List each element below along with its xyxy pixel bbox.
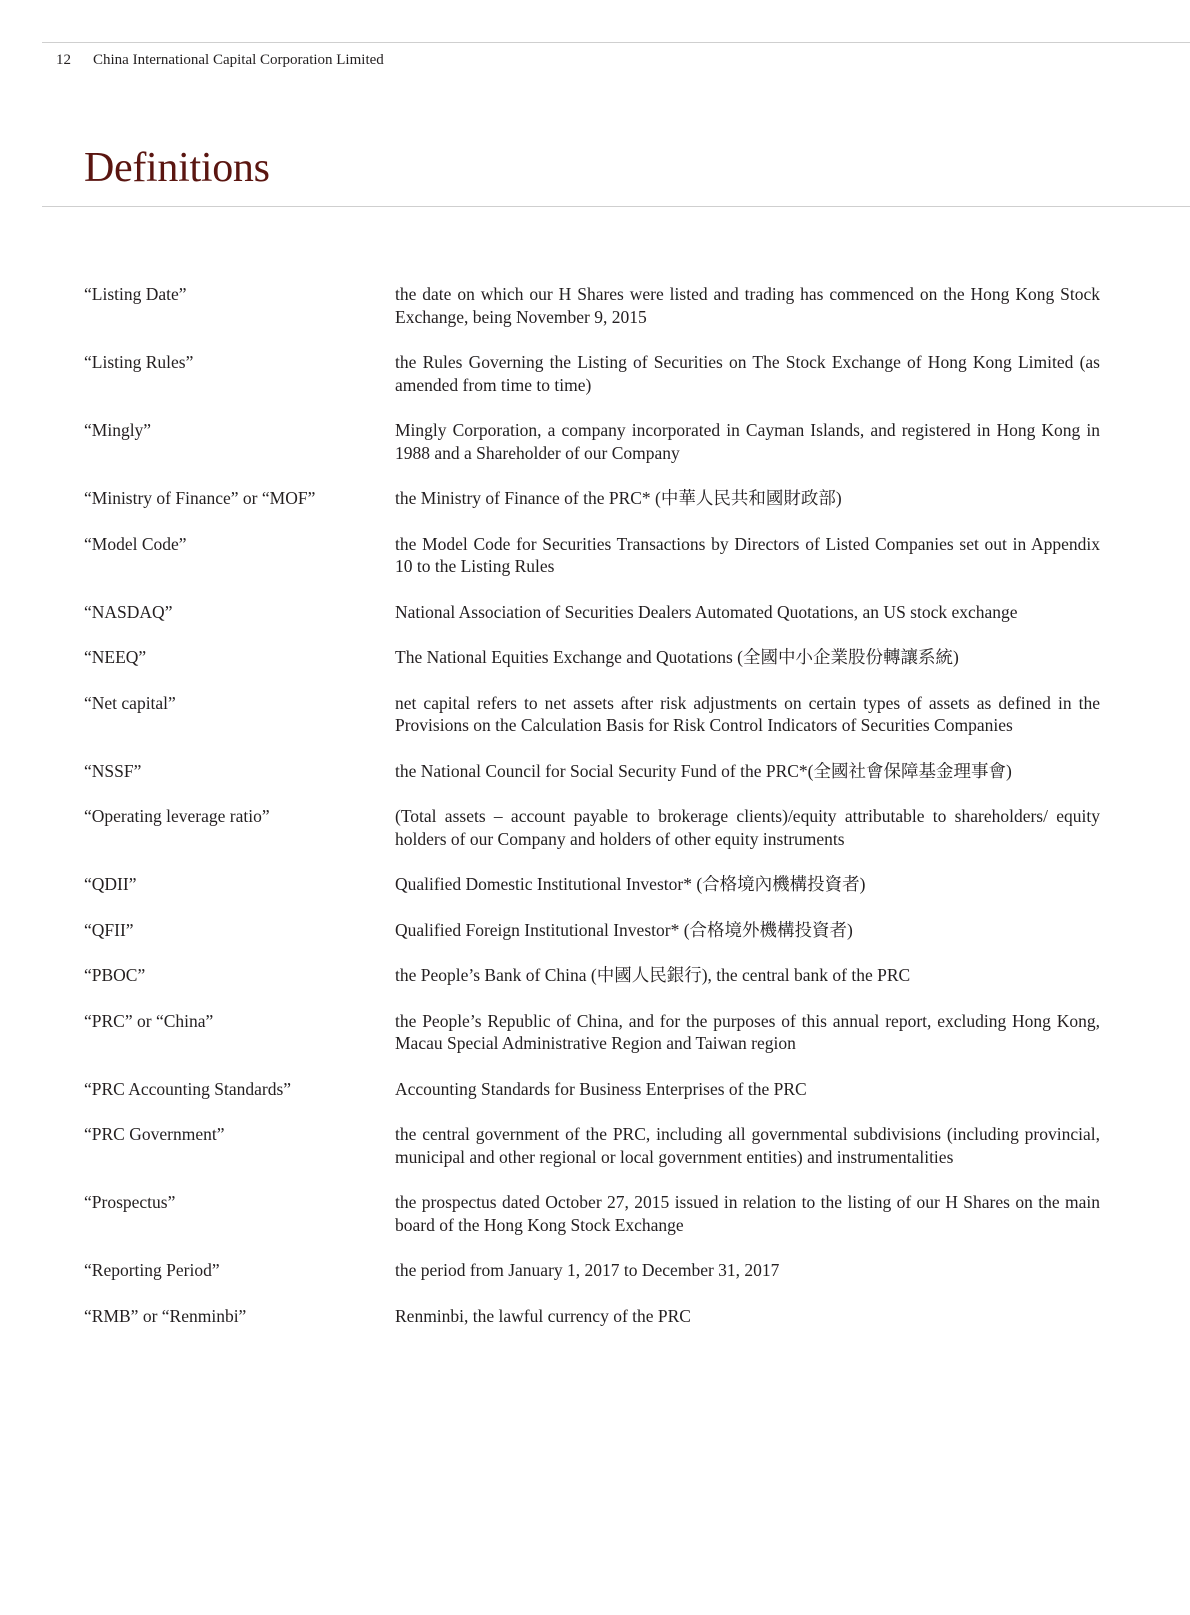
definition-term: “QDII” <box>84 874 137 894</box>
page-title: Definitions <box>84 145 270 191</box>
definition-term: “PRC Government” <box>84 1124 225 1144</box>
definition-term: “NEEQ” <box>84 647 147 667</box>
page-header <box>56 52 384 69</box>
definition-term: “NSSF” <box>84 760 142 781</box>
definition-text: the Ministry of Finance of the PRC* (中華人民共和國財政部) <box>395 488 842 508</box>
definition-term: “PRC” or “China” <box>84 1010 214 1031</box>
definition-text: Accounting Standards for Business Enterprises of the PRC <box>395 1078 807 1099</box>
company-name: China International Capital Corporation Limited <box>93 52 384 68</box>
definition-term: “PRC Accounting Standards” <box>84 1078 292 1099</box>
definition-term: “NASDAQ” <box>84 601 173 622</box>
definition-row <box>84 1259 1100 1282</box>
definition-text: net capital refers to net assets after risk adjustments on certain types of assets as defined in the Provisions on the Calculation Basis for Risk Control Indicators of Securities Companies <box>395 692 1100 735</box>
definition-text: National Association of Securities Dealers Automated Quotations, an US stock exchange <box>395 601 1018 622</box>
definition-row <box>84 805 1100 850</box>
definition-term: “Ministry of Finance” or “MOF” <box>84 488 316 508</box>
page-number: 12 <box>56 52 71 68</box>
definition-row <box>84 1123 1100 1168</box>
definition-row <box>84 351 1100 396</box>
definition-row <box>84 533 1100 578</box>
definition-term: “Mingly” <box>84 420 152 440</box>
definition-row <box>84 1010 1100 1055</box>
definition-text: the Rules Governing the Listing of Securities on The Stock Exchange of Hong Kong Limited (as amended from time to time) <box>395 352 1100 395</box>
definition-row <box>84 283 1100 328</box>
definition-text: Qualified Domestic Institutional Investor* (合格境內機構投資者) <box>395 874 866 894</box>
definition-row <box>84 760 1100 783</box>
definition-row <box>84 873 1100 896</box>
definition-term: “Prospectus” <box>84 1192 176 1212</box>
definition-row <box>84 692 1100 737</box>
definition-text: the central government of the PRC, including all governmental subdivisions (including provincial, municipal and other regional or local government entities) and instrumentalities <box>395 1124 1100 1167</box>
definition-text: the People’s Republic of China, and for the purposes of this annual report, excluding Hong Kong, Macau Special Administrative Region and Taiwan region <box>395 1010 1100 1053</box>
definition-row <box>84 1078 1100 1101</box>
definition-text: The National Equities Exchange and Quotations (全國中小企業股份轉讓系統) <box>395 647 959 667</box>
definition-text: the Model Code for Securities Transactions by Directors of Listed Companies set out in Appendix 10 to the Listing Rules <box>395 533 1100 576</box>
definition-term: “RMB” or “Renminbi” <box>84 1305 247 1326</box>
definition-term: “PBOC” <box>84 965 146 985</box>
definition-text: Renminbi, the lawful currency of the PRC <box>395 1305 691 1326</box>
definition-row <box>84 487 1100 510</box>
definition-text: the People’s Bank of China (中國人民銀行), the central bank of the PRC <box>395 965 911 985</box>
definition-term: “Operating leverage ratio” <box>84 806 270 826</box>
title-rule <box>42 206 1190 207</box>
definition-term: “Model Code” <box>84 533 187 554</box>
definition-text: (Total assets – account payable to brokerage clients)/equity attributable to shareholders/ equity holders of our Company and holders of other equity instruments <box>395 806 1100 849</box>
definition-row <box>84 919 1100 942</box>
definition-row <box>84 1305 1100 1328</box>
definition-term: “Listing Rules” <box>84 352 194 372</box>
definition-row <box>84 1191 1100 1236</box>
definition-row <box>84 646 1100 669</box>
definition-row <box>84 419 1100 464</box>
header-rule <box>42 42 1190 43</box>
definition-term: “Reporting Period” <box>84 1260 220 1280</box>
definition-text: the date on which our H Shares were listed and trading has commenced on the Hong Kong Stock Exchange, being November 9, 2015 <box>395 284 1100 327</box>
definition-row <box>84 964 1100 987</box>
definition-text: the National Council for Social Security Fund of the PRC*(全國社會保障基金理事會) <box>395 760 1012 781</box>
definition-text: Mingly Corporation, a company incorporated in Cayman Islands, and registered in Hong Kong in 1988 and a Shareholder of our Company <box>395 420 1100 463</box>
definition-text: the prospectus dated October 27, 2015 issued in relation to the listing of our H Shares on the main board of the Hong Kong Stock Exchange <box>395 1192 1100 1235</box>
definition-text: the period from January 1, 2017 to December 31, 2017 <box>395 1260 780 1280</box>
definition-text: Qualified Foreign Institutional Investor* (合格境外機構投資者) <box>395 919 853 940</box>
definition-term: “QFII” <box>84 919 134 940</box>
definition-row <box>84 601 1100 624</box>
definitions-list <box>84 283 1100 1350</box>
definition-term: “Net capital” <box>84 692 176 713</box>
definition-term: “Listing Date” <box>84 284 187 304</box>
